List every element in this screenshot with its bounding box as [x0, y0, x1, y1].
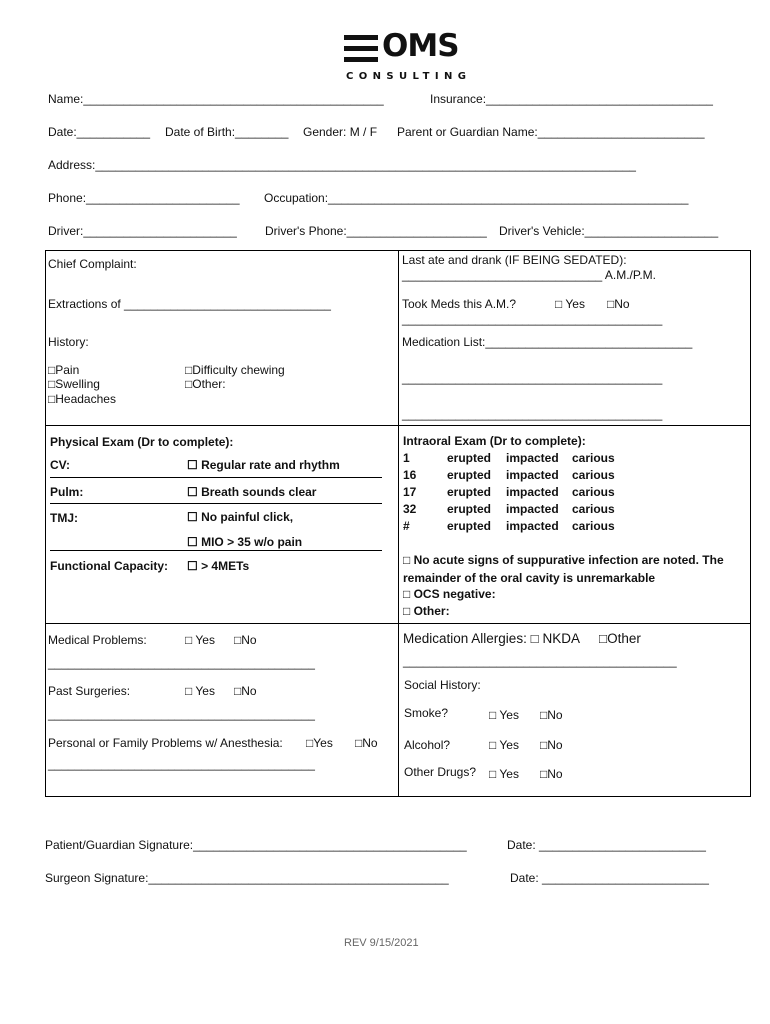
swelling-checkbox[interactable]: □Swelling — [48, 377, 100, 391]
tooth-number: 32 — [403, 502, 417, 516]
extractions-field[interactable]: Extractions of _______________________________ — [48, 297, 331, 311]
alcohol-yes-checkbox[interactable]: □ Yes — [489, 738, 519, 752]
difficulty-chewing-checkbox[interactable]: □Difficulty chewing — [185, 363, 285, 377]
address-field[interactable]: Address:_________________________________________________________________________________ — [48, 158, 636, 172]
alcohol-no-checkbox[interactable]: □No — [540, 738, 563, 752]
no-acute-signs-continued: remainder of the oral cavity is unremarkable — [403, 571, 656, 585]
driver-field[interactable]: Driver:_______________________ — [48, 224, 237, 238]
tooth-impacted[interactable]: impacted — [506, 468, 559, 482]
phone-field[interactable]: Phone:_______________________ — [48, 191, 240, 205]
past-surgeries-yes-checkbox[interactable]: □ Yes — [185, 684, 215, 698]
tooth-impacted[interactable]: impacted — [506, 502, 559, 516]
surgeon-signature-field[interactable]: Surgeon Signature:_____________________________________________ — [45, 871, 449, 885]
other-drugs-label: Other Drugs? — [404, 765, 477, 779]
pulm-checkbox[interactable]: ☐ Breath sounds clear — [187, 485, 317, 499]
past-surgeries-label: Past Surgeries: — [48, 684, 131, 698]
logo-title: OMS — [382, 28, 459, 64]
tooth-erupted[interactable]: erupted — [447, 468, 492, 482]
history-label: History: — [48, 335, 89, 349]
no-acute-signs-checkbox[interactable]: □ No acute signs of suppurative infection are noted. The — [403, 553, 724, 567]
medication-line-1[interactable]: _______________________________________ — [402, 371, 663, 385]
cv-underline — [50, 477, 382, 478]
tmj-label: TMJ: — [50, 511, 78, 525]
medical-problems-no-checkbox[interactable]: □No — [234, 633, 257, 647]
medication-allergies-label[interactable]: Medication Allergies: □ NKDA — [403, 631, 580, 646]
guardian-field[interactable]: Parent or Guardian Name:_________________________ — [397, 125, 705, 139]
functional-capacity-checkbox[interactable]: ☐ > 4METs — [187, 559, 250, 573]
tooth-erupted[interactable]: erupted — [447, 485, 492, 499]
smoke-label: Smoke? — [404, 706, 449, 720]
anesthesia-problems-label: Personal or Family Problems w/ Anesthesia: — [48, 736, 283, 750]
exam-other-checkbox[interactable]: □ Other: — [403, 604, 450, 618]
tooth-erupted[interactable]: erupted — [447, 502, 492, 516]
tooth-carious[interactable]: carious — [572, 519, 615, 533]
tooth-erupted[interactable]: erupted — [447, 519, 492, 533]
functional-capacity-label: Functional Capacity: — [50, 559, 169, 573]
medical-problems-label: Medical Problems: — [48, 633, 147, 647]
tooth-impacted[interactable]: impacted — [506, 485, 559, 499]
tooth-erupted[interactable]: erupted — [447, 451, 492, 465]
alcohol-label: Alcohol? — [404, 738, 451, 752]
medication-list-field[interactable]: Medication List:_______________________________ — [402, 335, 693, 349]
pulm-underline — [50, 503, 382, 504]
name-field[interactable]: Name:_____________________________________________ — [48, 92, 384, 106]
chief-complaint-label: Chief Complaint: — [48, 257, 137, 271]
patient-signature-field[interactable]: Patient/Guardian Signature:_________________________________________ — [45, 838, 467, 852]
allergies-line[interactable]: _________________________________________ — [403, 654, 677, 668]
anesthesia-no-checkbox[interactable]: □No — [355, 736, 378, 750]
tooth-impacted[interactable]: impacted — [506, 451, 559, 465]
tooth-carious[interactable]: carious — [572, 468, 615, 482]
gender-field[interactable]: Gender: M / F — [303, 125, 378, 139]
revision-label: REV 9/15/2021 — [344, 937, 419, 949]
tooth-number: 17 — [403, 485, 417, 499]
smoke-yes-checkbox[interactable]: □ Yes — [489, 708, 519, 722]
took-meds-yes-checkbox[interactable]: □ Yes — [555, 297, 585, 311]
tooth-number: # — [403, 519, 410, 533]
smoke-no-checkbox[interactable]: □No — [540, 708, 563, 722]
surgeon-signature-date-field[interactable]: Date: _________________________ — [510, 871, 709, 885]
anesthesia-yes-checkbox[interactable]: □Yes — [306, 736, 333, 750]
allergy-other-checkbox[interactable]: □Other — [599, 631, 641, 646]
last-ate-time-field[interactable]: ______________________________ A.M./P.M. — [402, 268, 657, 282]
last-ate-label: Last ate and drank (IF BEING SEDATED): — [402, 253, 627, 267]
headaches-checkbox[interactable]: □Headaches — [48, 392, 116, 406]
cv-label: CV: — [50, 458, 71, 472]
intraoral-exam-heading: Intraoral Exam (Dr to complete): — [403, 434, 586, 448]
ocs-negative-checkbox[interactable]: □ OCS negative: — [403, 587, 496, 601]
tmj-click-checkbox[interactable]: ☐ No painful click, — [187, 510, 294, 524]
other-drugs-yes-checkbox[interactable]: □ Yes — [489, 767, 519, 781]
patient-signature-date-field[interactable]: Date: _________________________ — [507, 838, 706, 852]
driver-vehicle-field[interactable]: Driver's Vehicle:____________________ — [499, 224, 719, 238]
took-meds-line[interactable]: _______________________________________ — [402, 312, 663, 326]
tooth-carious[interactable]: carious — [572, 485, 615, 499]
medication-line-2[interactable]: _______________________________________ — [402, 407, 663, 421]
logo — [344, 28, 472, 85]
pulm-label: Pulm: — [50, 485, 84, 499]
took-meds-no-checkbox[interactable]: □No — [607, 297, 630, 311]
tooth-number: 16 — [403, 468, 417, 482]
medical-problems-line[interactable]: ________________________________________ — [48, 656, 315, 670]
past-surgeries-line[interactable]: ________________________________________ — [48, 707, 315, 721]
tmj-mio-checkbox[interactable]: ☐ MIO > 35 w/o pain — [187, 535, 303, 549]
menu-lines-icon — [344, 34, 378, 64]
dob-field[interactable]: Date of Birth:________ — [165, 125, 289, 139]
tooth-carious[interactable]: carious — [572, 451, 615, 465]
social-history-label: Social History: — [404, 678, 481, 692]
tooth-number: 1 — [403, 451, 410, 465]
tooth-impacted[interactable]: impacted — [506, 519, 559, 533]
other-checkbox[interactable]: □Other: — [185, 377, 226, 391]
took-meds-label: Took Meds this A.M.? — [402, 297, 517, 311]
cv-checkbox[interactable]: ☐ Regular rate and rhythm — [187, 458, 340, 472]
past-surgeries-no-checkbox[interactable]: □No — [234, 684, 257, 698]
medical-problems-yes-checkbox[interactable]: □ Yes — [185, 633, 215, 647]
insurance-field[interactable]: Insurance:__________________________________ — [430, 92, 713, 106]
anesthesia-line[interactable]: ________________________________________ — [48, 757, 315, 771]
logo-subtitle: CONSULTING — [346, 71, 472, 82]
tmj-underline — [50, 550, 382, 551]
physical-exam-heading: Physical Exam (Dr to complete): — [50, 435, 234, 449]
tooth-carious[interactable]: carious — [572, 502, 615, 516]
occupation-field[interactable]: Occupation:______________________________________________________ — [264, 191, 689, 205]
driver-phone-field[interactable]: Driver's Phone:_____________________ — [265, 224, 487, 238]
date-field[interactable]: Date:___________ — [48, 125, 151, 139]
other-drugs-no-checkbox[interactable]: □No — [540, 767, 563, 781]
pain-checkbox[interactable]: □Pain — [48, 363, 80, 377]
